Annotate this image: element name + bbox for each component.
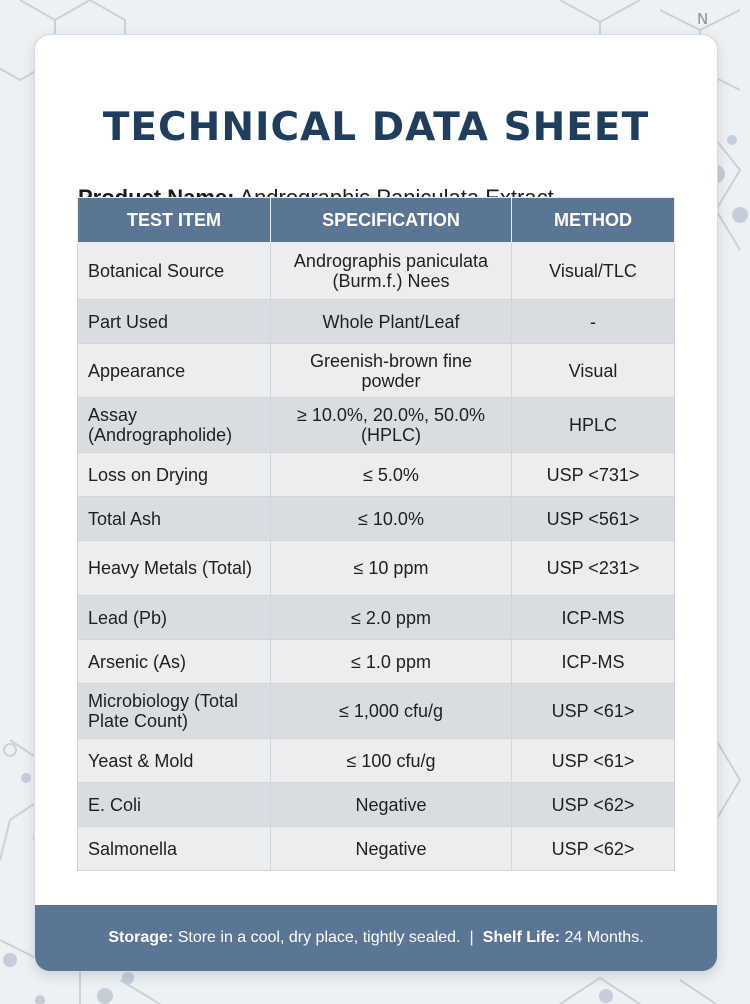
table-row — [78, 453, 675, 497]
test-item-cell: Arsenic (As) — [78, 640, 271, 684]
storage-label: Storage: — [108, 929, 174, 946]
test-item-cell: Salmonella — [78, 827, 271, 871]
method-cell: USP <61> — [512, 739, 675, 783]
method-cell: Visual — [512, 344, 675, 398]
specification-cell: ≤ 100 cfu/g — [271, 739, 512, 783]
table-row — [78, 640, 675, 684]
specification-cell: ≥ 10.0%, 20.0%, 50.0% (HPLC) — [271, 398, 512, 453]
method-cell: USP <62> — [512, 827, 675, 871]
specification-cell: Whole Plant/Leaf — [271, 300, 512, 344]
column-header-test-item: TEST ITEM — [78, 198, 271, 243]
specification-cell: ≤ 10.0% — [271, 497, 512, 541]
method-cell: USP <62> — [512, 783, 675, 827]
table-row — [78, 344, 675, 398]
storage-value: Store in a cool, dry place, tightly sealed. — [177, 929, 461, 946]
test-item-cell: Part Used — [78, 300, 271, 344]
specification-cell: ≤ 10 ppm — [271, 541, 512, 596]
specification-cell: Andrographis paniculata (Burm.f.) Nees — [271, 243, 512, 300]
method-cell: HPLC — [512, 398, 675, 453]
test-item-cell: Loss on Drying — [78, 453, 271, 497]
specification-cell: ≤ 1,000 cfu/g — [271, 684, 512, 739]
test-item-cell: Botanical Source — [78, 243, 271, 300]
table-row — [78, 541, 675, 596]
molecule-atom-label: N — [697, 10, 709, 28]
test-item-cell: Heavy Metals (Total) — [78, 541, 271, 596]
table-row — [78, 596, 675, 640]
shelf-life-label: Shelf Life: — [482, 929, 561, 946]
test-item-cell: E. Coli — [78, 783, 271, 827]
test-item-cell: Total Ash — [78, 497, 271, 541]
shelf-life-info — [483, 929, 644, 947]
specification-cell: Greenish-brown fine powder — [271, 344, 512, 398]
specification-table — [77, 197, 675, 871]
table-row — [78, 783, 675, 827]
specification-cell: Negative — [271, 783, 512, 827]
table-row — [78, 398, 675, 453]
method-cell: USP <731> — [512, 453, 675, 497]
test-item-cell: Lead (Pb) — [78, 596, 271, 640]
table-row — [78, 739, 675, 783]
test-item-cell: Assay (Andrographolide) — [78, 398, 271, 453]
table-header-row — [78, 198, 675, 243]
data-sheet-card — [34, 34, 718, 972]
specification-cell: ≤ 5.0% — [271, 453, 512, 497]
footer-separator: | — [469, 929, 474, 946]
column-header-specification: SPECIFICATION — [271, 198, 512, 243]
test-item-cell: Yeast & Mold — [78, 739, 271, 783]
test-item-cell: Microbiology (Total Plate Count) — [78, 684, 271, 739]
method-cell: - — [512, 300, 675, 344]
table-row — [78, 684, 675, 739]
table-row — [78, 827, 675, 871]
shelf-life-value: 24 Months. — [564, 929, 644, 946]
column-header-method: METHOD — [512, 198, 675, 243]
page-title: TECHNICAL DATA SHEET — [102, 105, 650, 150]
method-cell: ICP-MS — [512, 596, 675, 640]
test-item-cell: Appearance — [78, 344, 271, 398]
method-cell: ICP-MS — [512, 640, 675, 684]
storage-info — [108, 929, 460, 947]
method-cell: USP <61> — [512, 684, 675, 739]
method-cell: USP <231> — [512, 541, 675, 596]
method-cell: Visual/TLC — [512, 243, 675, 300]
specification-cell: ≤ 1.0 ppm — [271, 640, 512, 684]
table-row — [78, 497, 675, 541]
storage-footer — [35, 905, 717, 971]
specification-cell: Negative — [271, 827, 512, 871]
table-row — [78, 243, 675, 300]
method-cell: USP <561> — [512, 497, 675, 541]
specification-cell: ≤ 2.0 ppm — [271, 596, 512, 640]
table-row — [78, 300, 675, 344]
